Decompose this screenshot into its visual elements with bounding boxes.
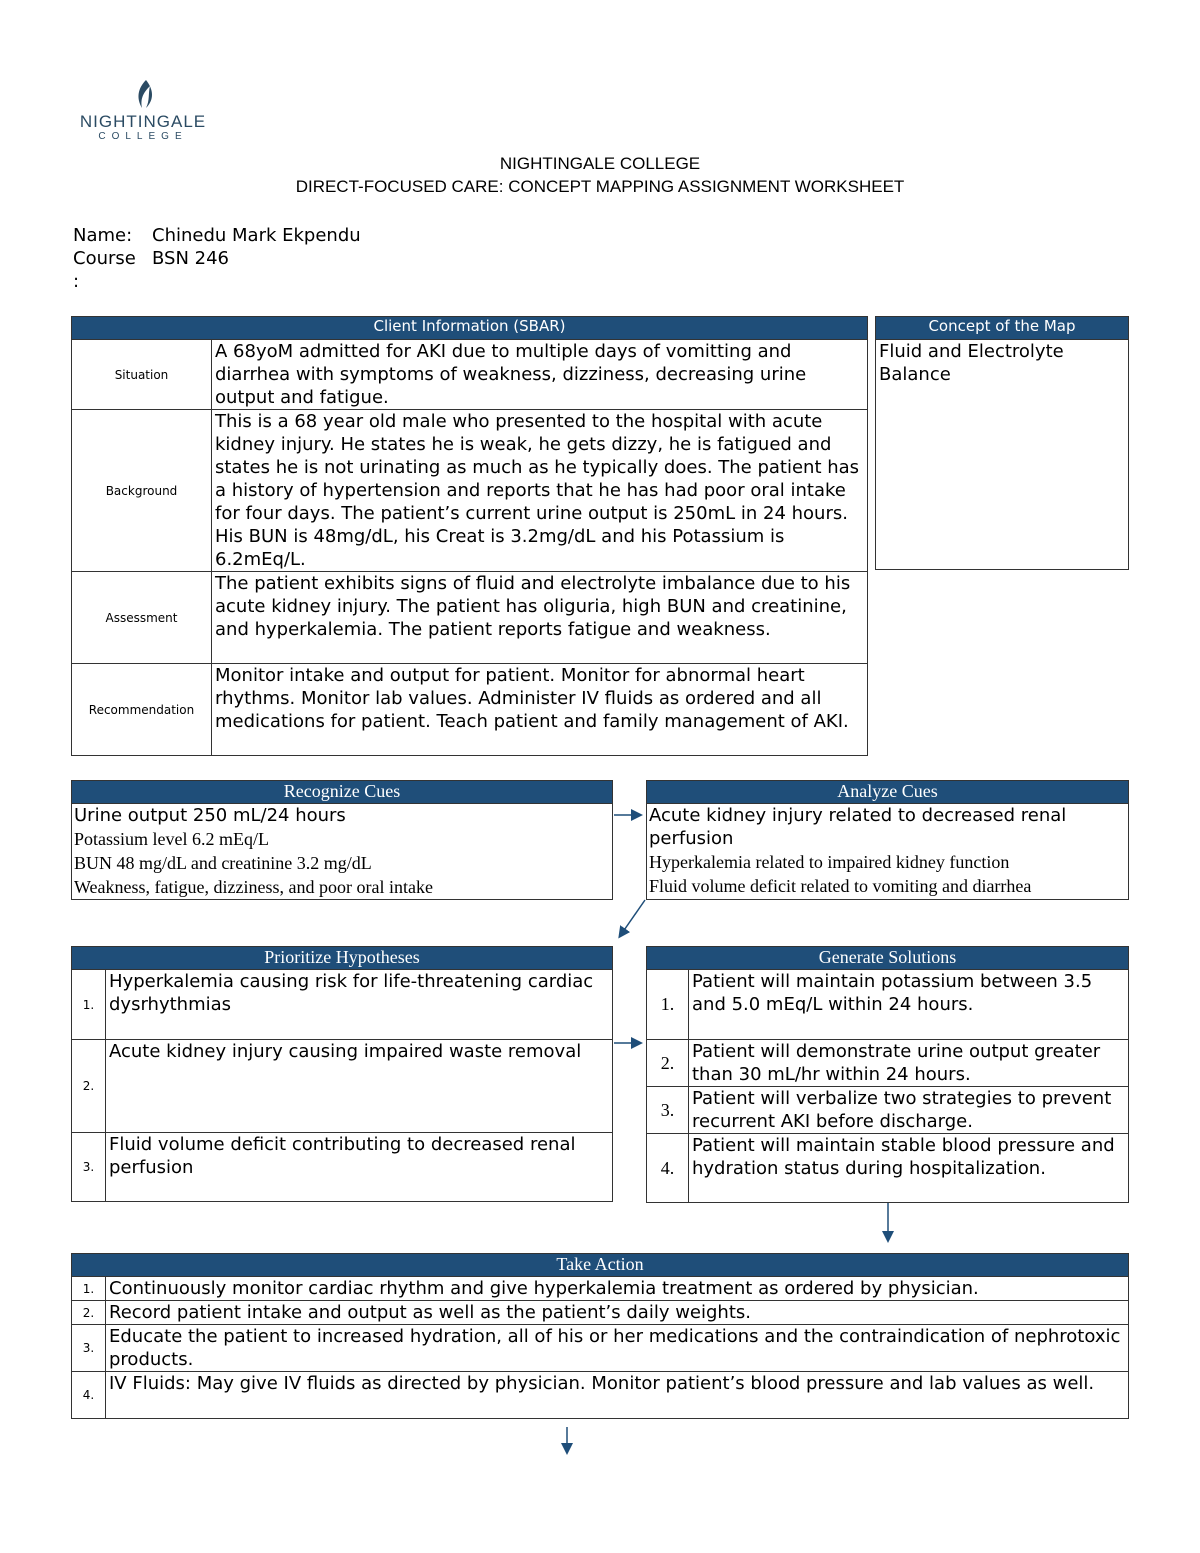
recognize-cue-item: Urine output 250 mL/24 hours (74, 805, 346, 826)
sbar-label-situation: Situation (72, 340, 212, 410)
hypothesis-text: Acute kidney injury causing impaired waste removal (106, 1040, 613, 1133)
solution-number: 2. (647, 1040, 689, 1087)
hypothesis-number: 3. (72, 1133, 106, 1202)
action-number: 4. (72, 1372, 106, 1419)
action-number: 2. (72, 1301, 106, 1325)
solution-number: 3. (647, 1087, 689, 1134)
sbar-text-situation: A 68yoM admitted for AKI due to multiple days of vomitting and diarrhea with symptoms of weakness, dizziness, decreasing urine output and fatigue. (212, 340, 868, 410)
analyze-heading: Analyze Cues (647, 781, 1129, 804)
course-value: BSN 246 (152, 248, 230, 269)
solution-text: Patient will maintain stable blood pressure and hydration status during hospitalization. (689, 1134, 1129, 1203)
hypothesis-text: Fluid volume deficit contributing to decreased renal perfusion (106, 1133, 613, 1202)
action-number: 1. (72, 1277, 106, 1301)
recognize-cue-item: BUN 48 mg/dL and creatinine 3.2 mg/dL (74, 853, 372, 873)
sbar-text-recommendation: Monitor intake and output for patient. Monitor for abnormal heart rhythms. Monitor lab values. Administer IV fluids as ordered and all medications for patient. Teach patient and family management of AKI. (212, 664, 868, 756)
course-colon: : (73, 271, 80, 292)
solution-text: Patient will demonstrate urine output greater than 30 mL/hr within 24 hours. (689, 1040, 1129, 1087)
hypothesis-number: 2. (72, 1040, 106, 1133)
action-number: 3. (72, 1325, 106, 1372)
arrow-analyze-to-prioritize-icon (620, 900, 645, 936)
student-name: Chinedu Mark Ekpendu (152, 225, 361, 246)
hypothesis-text: Hyperkalemia causing risk for life-threatening cardiac dysrhythmias (106, 970, 613, 1040)
concept-heading: Concept of the Map (876, 317, 1129, 340)
recognize-heading: Recognize Cues (72, 781, 613, 804)
name-label: Name: (73, 225, 133, 246)
prioritize-heading: Prioritize Hypotheses (72, 947, 613, 970)
action-text: IV Fluids: May give IV fluids as directed by physician. Monitor patient’s blood pressure and lab values as well. (106, 1372, 1129, 1419)
analyze-cue-item: Acute kidney injury related to decreased renal perfusion (649, 805, 1067, 849)
solution-text: Patient will maintain potassium between 3.5 and 5.0 mEq/L within 24 hours. (689, 970, 1129, 1040)
action-text: Educate the patient to increased hydration, all of his or her medications and the contraindication of nephrotoxic products. (106, 1325, 1129, 1372)
logo-wordmark: NIGHTINGALE (79, 112, 207, 131)
sbar-text-background: This is a 68 year old male who presented to the hospital with acute kidney injury. He states he is weak, he gets dizzy, he is fatigued and states he is not urinating as much as he typically does. The patient has a history of hypertension and reports that he has had poor oral intake for four days. The patient’s current urine output is 250mL in 24 hours. His BUN is 48mg/dL, his Creat is 3.2mg/dL and his Potassium is 6.2mEq/L. (212, 410, 868, 572)
solution-text: Patient will verbalize two strategies to prevent recurrent AKI before discharge. (689, 1087, 1129, 1134)
take-action-heading: Take Action (72, 1254, 1129, 1277)
sbar-heading: Client Information (SBAR) (72, 317, 868, 340)
concept-text: Fluid and Electrolyte Balance (876, 340, 1129, 570)
sbar-text-assessment: The patient exhibits signs of fluid and electrolyte imbalance due to his acute kidney injury. The patient has oliguria, high BUN and creatinine, and hyperkalemia. The patient reports fatigue and weakness. (212, 572, 868, 664)
recognize-cue-item: Potassium level 6.2 mEq/L (74, 829, 269, 849)
solution-number: 1. (647, 970, 689, 1040)
action-text: Record patient intake and output as well as the patient’s daily weights. (106, 1301, 1129, 1325)
recognize-cue-item: Weakness, fatigue, dizziness, and poor oral intake (74, 877, 433, 897)
course-label: Course (73, 248, 136, 269)
sbar-label-background: Background (72, 410, 212, 572)
solutions-heading: Generate Solutions (647, 947, 1129, 970)
sbar-label-recommendation: Recommendation (72, 664, 212, 756)
college-title: NIGHTINGALE COLLEGE (499, 154, 701, 173)
logo-subtitle: COLLEGE (98, 131, 188, 142)
worksheet-title: DIRECT-FOCUSED CARE: CONCEPT MAPPING ASSIGNMENT WORKSHEET (295, 177, 905, 196)
action-text: Continuously monitor cardiac rhythm and give hyperkalemia treatment as ordered by physician. (106, 1277, 1129, 1301)
hypothesis-number: 1. (72, 970, 106, 1040)
analyze-cue-item: Hyperkalemia related to impaired kidney function (649, 852, 1010, 872)
analyze-cue-item: Fluid volume deficit related to vomiting and diarrhea (649, 876, 1032, 896)
sbar-label-assessment: Assessment (72, 572, 212, 664)
solution-number: 4. (647, 1134, 689, 1203)
